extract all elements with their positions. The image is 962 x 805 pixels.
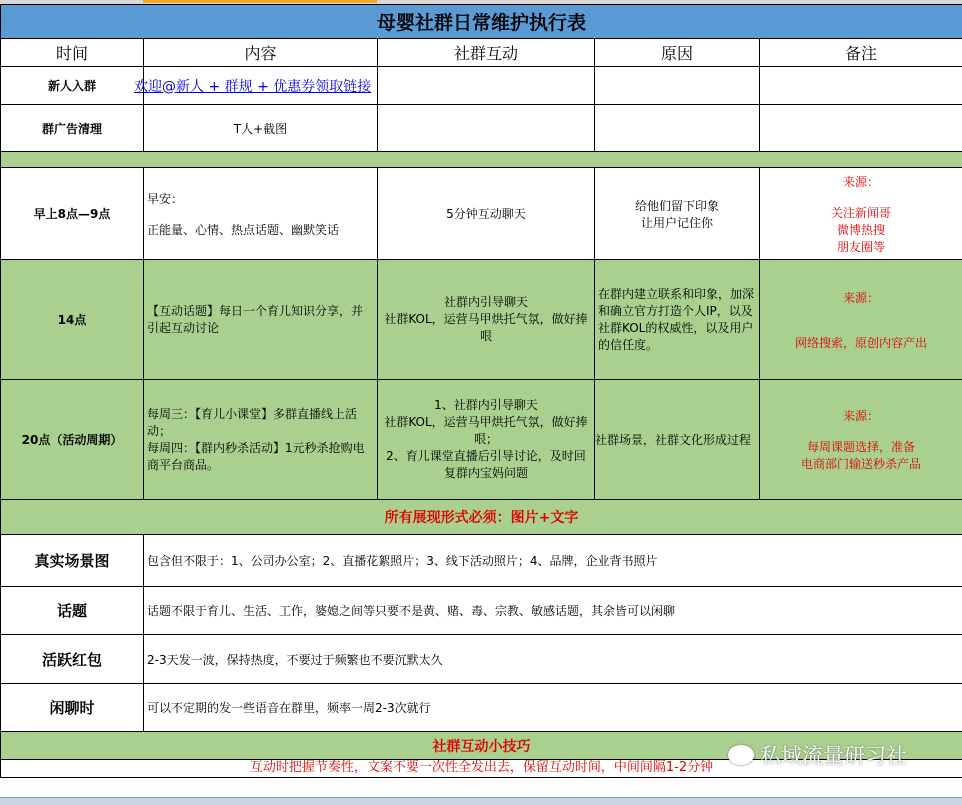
content-cell[interactable]: T人+截图 [144, 105, 378, 152]
note-title: 来源： [763, 173, 959, 190]
empty-cell[interactable] [760, 67, 962, 105]
note-title: 来源： [763, 289, 959, 306]
interaction-cell[interactable]: 5分钟互动聊天 [378, 168, 595, 260]
wechat-icon [728, 745, 754, 765]
content-cell[interactable]: 每周三：【育儿小课堂】多群直播线上活动； 每周四：【群内秒杀活动】1元秒杀抢购电商平台商品。 [144, 380, 378, 500]
empty-cell[interactable] [595, 105, 760, 152]
content-line: 正能量、心情、热点话题、幽默笑话 [147, 221, 374, 238]
time-cell[interactable]: 群广告清理 [1, 105, 144, 152]
detail-label[interactable]: 闲聊时 [1, 684, 144, 732]
note-line: 微博热搜 [763, 221, 959, 238]
content-cell[interactable]: 【互动话题】每日一个育儿知识分享，并引起互动讨论 [144, 260, 378, 380]
empty-cell[interactable] [378, 67, 595, 105]
detail-label[interactable]: 活跃红包 [1, 635, 144, 684]
tip-text[interactable]: 互动时把握节奏性，文案不要一次性全发出去，保留互动时间，中间间隔1-2分钟 [1, 760, 962, 778]
header-time[interactable]: 时间 [1, 39, 144, 67]
reason-cell[interactable]: 社群场景，社群文化形成过程 [595, 380, 760, 500]
detail-text[interactable]: 可以不定期的发一些语音在群里，频率一周2-3次就行 [144, 684, 962, 732]
header-interaction[interactable]: 社群互动 [378, 39, 595, 67]
detail-label[interactable]: 话题 [1, 587, 144, 635]
interaction-line: 社群KOL，运营马甲烘托气氛，做好捧哏 [381, 311, 591, 345]
maintenance-table [0, 4, 962, 778]
welcome-link[interactable]: 欢迎@新人 + 群规 + 优惠券领取链接 [134, 79, 371, 95]
header-content[interactable]: 内容 [144, 39, 378, 67]
content-line: 早安： [147, 190, 374, 207]
note-line: 朋友圈等 [763, 238, 959, 255]
note-line: 每周课题选择，准备 电商部门输送秒杀产品 [763, 438, 959, 472]
detail-text[interactable]: 话题不限于育儿、生活、工作，婆媳之间等只要不是黄、赌、毒、宗教、敏感话题，其余皆可以闲聊 [144, 587, 962, 635]
note-title: 来源： [763, 407, 959, 424]
note-line: 关注新闻哥 [763, 204, 959, 221]
note-cell[interactable] [760, 168, 962, 260]
time-cell[interactable]: 14点 [1, 260, 144, 380]
reason-line: 给他们留下印象 [598, 197, 756, 214]
time-cell[interactable]: 新人入群 [1, 67, 144, 105]
note-cell[interactable] [760, 380, 962, 500]
reason-cell[interactable]: 在群内建立联系和印象，加深和确立官方打造个人IP，以及社群KOL的权威性，以及用户的信任度。 [595, 260, 760, 380]
header-note[interactable]: 备注 [760, 39, 962, 67]
detail-text[interactable]: 2-3天发一波，保持热度，不要过于频繁也不要沉默太久 [144, 635, 962, 684]
watermark-text: 私域流量研习社 [760, 740, 907, 770]
watermark [728, 740, 907, 770]
empty-cell[interactable] [760, 105, 962, 152]
interaction-cell[interactable]: 1、社群内引导聊天 社群KOL，运营马甲烘托气氛，做好捧哏； 2、育儿课堂直播后引导讨论，及时回复群内宝妈问题 [378, 380, 595, 500]
interaction-line: 社群内引导聊天 [381, 294, 591, 311]
empty-cell[interactable] [378, 105, 595, 152]
header-reason[interactable]: 原因 [595, 39, 760, 67]
spacer-row [1, 152, 962, 168]
reason-cell[interactable] [595, 168, 760, 260]
content-cell[interactable] [144, 168, 378, 260]
interaction-cell[interactable] [378, 260, 595, 380]
format-requirement-banner[interactable]: 所有展现形式必须：图片+文字 [1, 500, 962, 535]
time-cell[interactable]: 20点（活动周期） [1, 380, 144, 500]
reason-line: 让用户记住你 [598, 214, 756, 231]
empty-cell[interactable] [595, 67, 760, 105]
table-title: 母婴社群日常维护执行表 [1, 5, 962, 39]
note-cell[interactable] [760, 260, 962, 380]
detail-label[interactable]: 真实场景图 [1, 535, 144, 587]
tips-banner[interactable]: 社群互动小技巧 [1, 732, 962, 760]
note-line: 网络搜索，原创内容产出 [763, 334, 959, 351]
selected-column-indicator [143, 0, 377, 3]
detail-text[interactable]: 包含但不限于：1、公司办公室；2、直播花絮照片；3、线下活动照片；4、品牌，企业背书照片 [144, 535, 962, 587]
time-cell[interactable]: 早上8点—9点 [1, 168, 144, 260]
